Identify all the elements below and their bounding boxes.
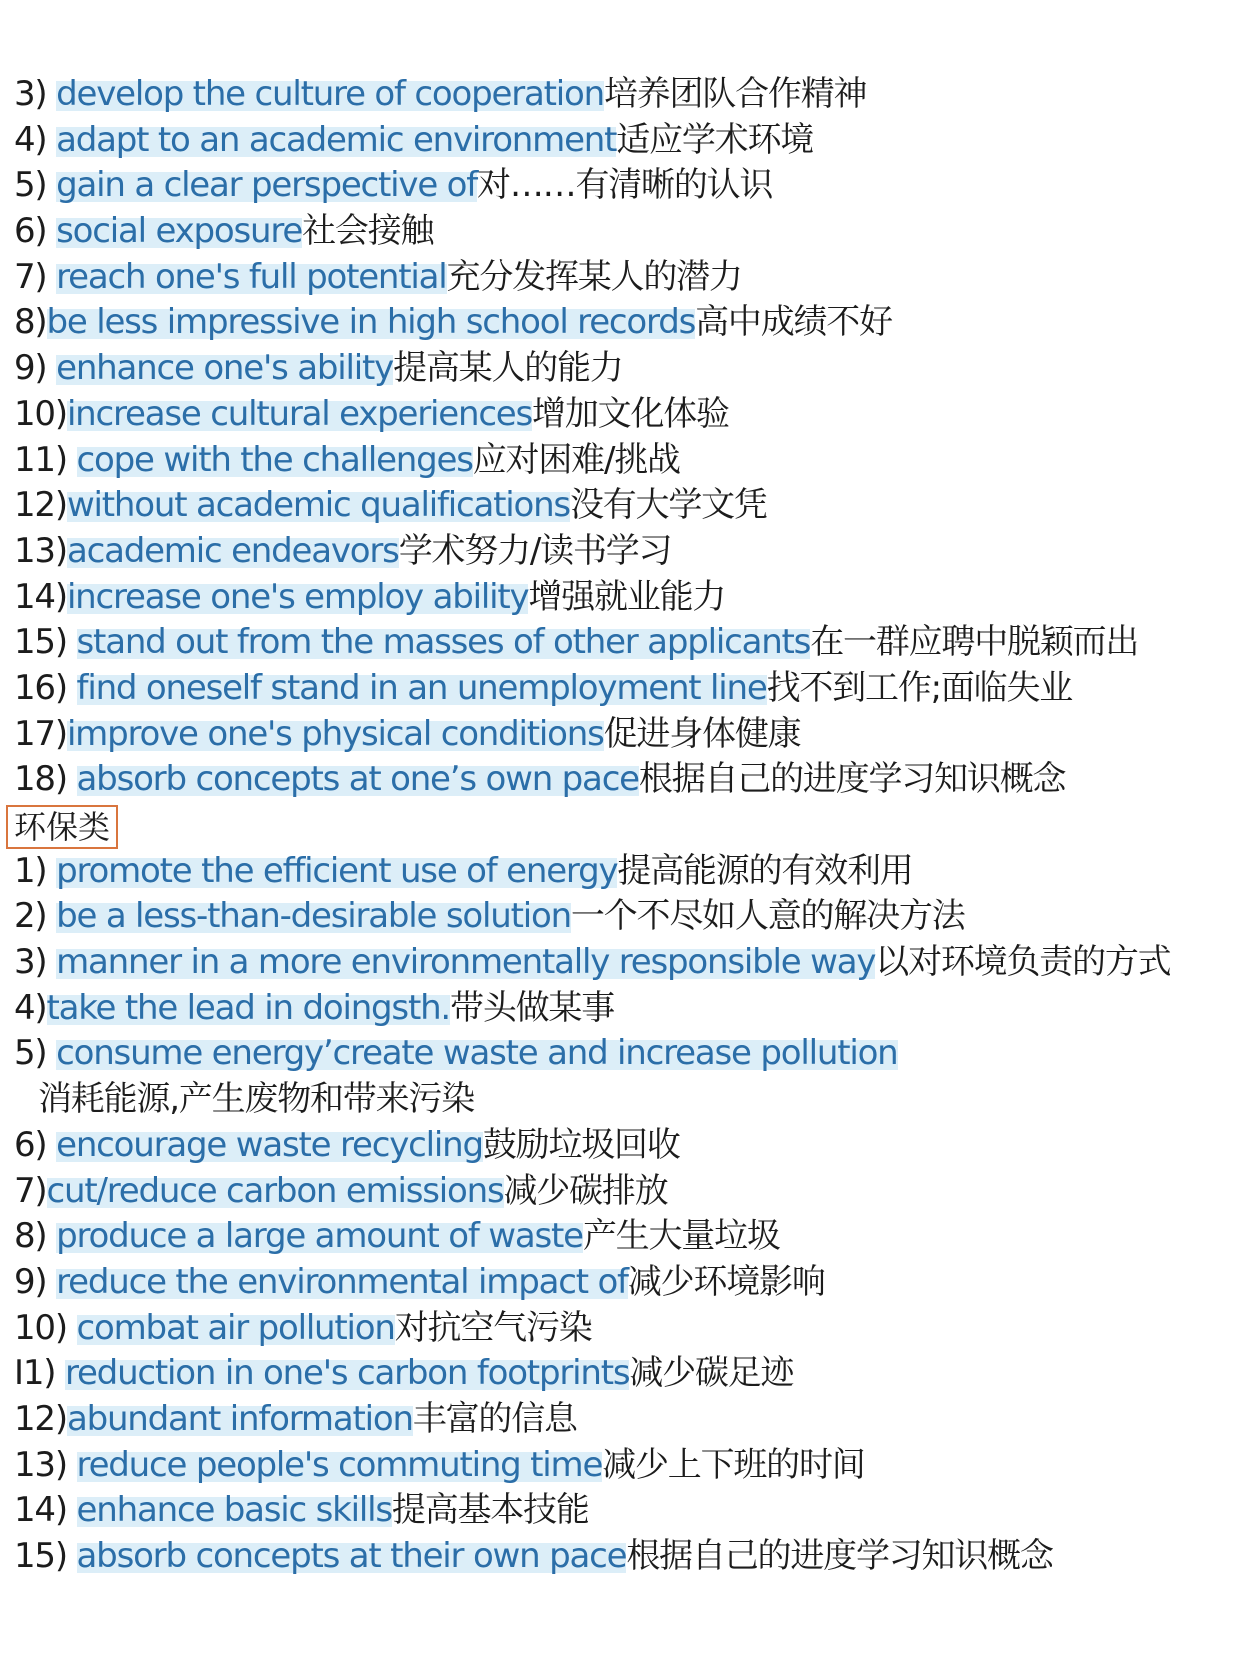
english-phrase: improve one's physical conditions [66,713,604,754]
english-phrase: adapt to an academic environment [56,119,617,160]
item-number: 13) [14,530,67,571]
chinese-translation: 应对困难/挑战 [472,439,680,480]
chinese-translation: 根据自己的进度学习知识概念 [638,759,1066,800]
phrase-row-continuation [14,1077,1224,1123]
phrase-row [14,1260,1224,1306]
chinese-translation: 在一群应聘中脱颖而出 [810,622,1139,663]
english-phrase: increase one's employ ability [66,576,529,617]
phrase-row [14,255,1224,301]
phrase-row [14,163,1224,209]
item-number: 10) [14,393,67,434]
phrase-row [14,1351,1224,1397]
chinese-translation: 一个不尽如人意的解决方法 [570,896,965,937]
phrase-row [14,1031,1224,1077]
item-number: 9) [14,348,57,389]
english-phrase: find oneself stand in an unemployment line [76,667,767,708]
phrase-row [14,1443,1224,1489]
chinese-translation: 增加文化体验 [532,393,729,434]
english-phrase: absorb concepts at their own pace [76,1536,627,1576]
phrase-row [14,483,1224,529]
english-phrase: cope with the challenges [76,439,473,480]
chinese-translation: 培养团队合作精神 [603,74,867,114]
item-number: 16) [14,667,77,708]
english-phrase: social exposure [56,211,303,252]
section-heading-row [14,803,1224,849]
english-phrase: reduction in one's carbon footprints [64,1353,630,1394]
phrase-row [14,72,1224,118]
phrase-row [14,1397,1224,1443]
item-number: 12) [14,1398,67,1439]
chinese-translation: 根据自己的进度学习知识概念 [626,1536,1053,1576]
item-number: 2) [14,896,57,937]
english-phrase: manner in a more environmentally responsible way [56,942,876,983]
item-number: 4) [14,119,57,160]
chinese-translation: 找不到工作;面临失业 [766,667,1073,708]
english-phrase: combat air pollution [76,1307,395,1348]
english-phrase: promote the efficient use of energy [56,850,618,891]
chinese-translation: 消耗能源,产生废物和带来污染 [38,1079,475,1120]
chinese-translation: 减少上下班的时间 [602,1444,865,1485]
english-phrase: academic endeavors [66,530,399,571]
phrase-row [14,894,1224,940]
phrase-row [14,1306,1224,1352]
phrase-row [14,620,1224,666]
item-number: 13) [14,1444,77,1485]
phrase-row [14,392,1224,438]
item-number: 3) [14,942,57,983]
section-title: 环保类 [6,805,118,849]
item-number: 18) [14,759,77,800]
english-phrase: absorb concepts at one’s own pace [76,759,639,800]
phrase-row [14,1169,1224,1215]
phrase-row [14,1488,1224,1534]
english-phrase: increase cultural experiences [66,393,533,434]
phrase-row [14,118,1224,164]
chinese-translation: 学术努力/读书学习 [398,530,672,571]
chinese-translation: 增强就业能力 [528,576,726,617]
phrase-row [14,666,1224,712]
item-number: 3) [14,74,57,114]
english-phrase: cut/reduce carbon emissions [46,1170,504,1211]
english-phrase: gain a clear perspective of [56,165,478,206]
chinese-translation: 充分发挥某人的潜力 [446,256,742,297]
chinese-translation: 促进身体健康 [603,713,801,754]
english-phrase: reach one's full potential [56,256,447,297]
chinese-translation: 产生大量垃圾 [582,1216,780,1257]
phrase-row [14,712,1224,758]
phrase-row [14,300,1224,346]
chinese-translation: 鼓励垃圾回收 [482,1124,680,1165]
english-phrase: reduce people's commuting time [76,1444,603,1485]
chinese-translation: 提高某人的能力 [393,348,623,389]
item-number: 10) [14,1307,77,1348]
item-number: 6) [14,211,57,252]
item-number: 6) [14,1124,57,1165]
english-phrase: consume energy’create waste and increase pollution [56,1033,898,1074]
item-number: 9) [14,1261,57,1302]
item-number: I1) [14,1353,65,1394]
english-phrase: reduce the environmental impact of [56,1261,628,1302]
english-phrase: produce a large amount of waste [56,1216,583,1257]
chinese-translation: 提高基本技能 [391,1490,589,1531]
item-number: 14) [14,1490,77,1531]
english-phrase: be a less-than-desirable solution [56,896,571,937]
item-number: 1) [14,850,57,891]
phrase-row [14,1534,1224,1580]
english-phrase: abundant information [66,1398,413,1439]
item-number: 8) [14,1216,57,1257]
item-number: 5) [14,1033,57,1074]
chinese-translation: 减少碳足迹 [629,1353,794,1394]
item-number: 7) [14,256,57,297]
phrase-row [14,575,1224,621]
english-phrase: without academic qualifications [66,485,570,526]
english-phrase: enhance one's ability [56,348,394,389]
item-number: 12) [14,485,67,526]
phrase-row [14,438,1224,484]
chinese-translation: 社会接触 [302,211,434,252]
phrase-row [14,346,1224,392]
item-number: 4) [14,987,47,1028]
english-phrase: stand out from the masses of other applicants [76,622,811,663]
phrase-row [14,757,1224,803]
chinese-translation: 提高能源的有效利用 [617,850,913,891]
item-number: 5) [14,165,57,206]
item-number: 8) [14,302,47,343]
english-phrase: be less impressive in high school records [46,302,696,343]
item-number: 17) [14,713,67,754]
chinese-translation: 没有大学文凭 [569,485,767,526]
chinese-translation: 带头做某事 [450,987,615,1028]
phrase-row [14,1214,1224,1260]
english-phrase: develop the culture of cooperation [56,74,604,114]
item-number: 11) [14,439,77,480]
english-phrase: encourage waste recycling [56,1124,483,1165]
phrase-row [14,940,1224,986]
item-number: 14) [14,576,67,617]
chinese-translation: 减少碳排放 [503,1170,668,1211]
item-number: 15) [14,1536,77,1576]
item-number: 15) [14,622,77,663]
phrase-row [14,849,1224,895]
chinese-translation: 对抗空气污染 [394,1307,592,1348]
english-phrase: enhance basic skills [76,1490,392,1531]
chinese-translation: 对……有清晰的认识 [477,165,773,206]
phrase-row [14,986,1224,1032]
phrase-row [14,209,1224,255]
phrase-row [14,1123,1224,1169]
chinese-translation: 高中成绩不好 [695,302,892,343]
vocabulary-page [14,72,1224,1580]
chinese-translation: 丰富的信息 [412,1398,577,1439]
item-number: 7) [14,1170,47,1211]
english-phrase: take the lead in doingsth. [46,987,451,1028]
phrase-row [14,529,1224,575]
chinese-translation: 以对环境负责的方式 [875,942,1171,983]
chinese-translation: 减少环境影响 [627,1261,825,1302]
chinese-translation: 适应学术环境 [616,119,814,160]
